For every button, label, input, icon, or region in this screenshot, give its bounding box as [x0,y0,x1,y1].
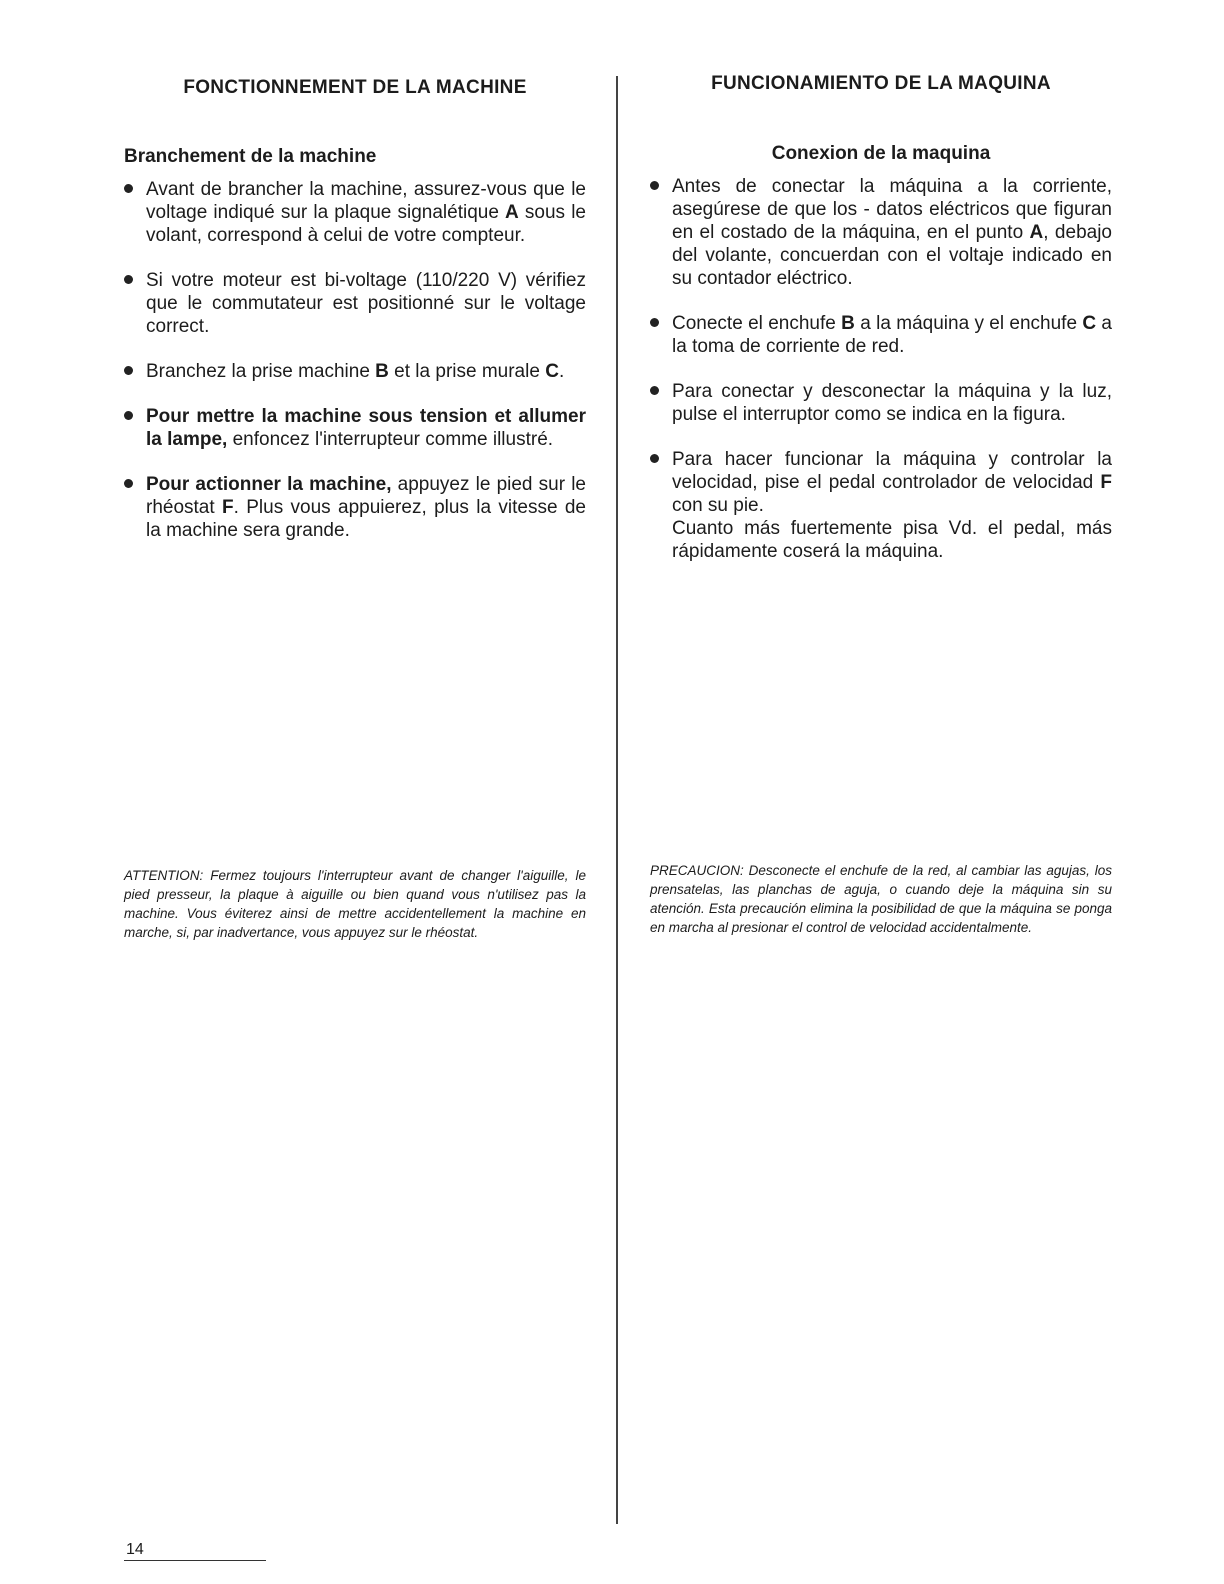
spanish-warning-note: PRECAUCION: Desconecte el enchufe de la red, al cambiar las agujas, los prensatelas, las planchas de aguja, o cuando deje la máquina sin su atención. Esta precaución elimina la posibilidad de que la máquina se ponga en marcha al presionar el control de velocidad accidentalmente. [650,862,1112,935]
bullet-icon [650,454,659,463]
bullet-icon [650,181,659,190]
bullet-icon [650,386,659,395]
bullet-icon [124,366,133,375]
list-item: Para conectar y desconectar la máquina y la luz, pulse el interruptor como se indica en la figura. [650,380,1112,426]
bullet-icon [124,411,133,420]
spanish-instructions [650,175,1112,585]
bullet-icon [124,184,133,193]
column-divider [616,76,618,1524]
spanish-section-title: FUNCIONAMIENTO DE LA MAQUINA [711,73,1051,94]
spanish-subtitle: Conexion de la maquina [771,143,991,164]
list-item: Antes de conectar la máquina a la corriente, asegúrese de que los - datos eléctricos que figuran en el costado de la máquina, en el punto A, debajo del volante, concuerdan con el voltaje indicado en su contador eléctrico. [650,175,1112,290]
bullet-icon [124,479,133,488]
list-item: Pour actionner la machine, appuyez le pied sur le rhéostat F. Plus vous appuierez, plus la vitesse de la machine sera grande. [124,473,586,542]
bullet-icon [124,275,133,284]
footer-rule [124,1560,266,1561]
list-item: Conecte el enchufe B a la máquina y el enchufe C a la toma de corriente de red. [650,312,1112,358]
bullet-icon [650,318,659,327]
page-number: 14 [126,1541,144,1558]
french-subtitle: Branchement de la machine [124,146,377,167]
list-item: Pour mettre la machine sous tension et allumer la lampe, enfoncez l'interrupteur comme illustré. [124,405,586,451]
list-item: Avant de brancher la machine, assurez-vous que le voltage indiqué sur la plaque signalétique A sous le volant, correspond à celui de votre compteur. [124,178,586,247]
french-section-title: FONCTIONNEMENT DE LA MACHINE [183,77,527,98]
french-warning-note: ATTENTION: Fermez toujours l'interrupteur avant de changer l'aiguille, le pied presseur, la plaque à aiguille ou bien quand vous n'utilisez pas la machine. Vous éviterez ainsi de mettre accidentellement la machine en marche, si, par inadvertance, vous appuyez sur le rhéostat. [124,867,586,940]
list-item: Branchez la prise machine B et la prise murale C. [124,360,586,383]
list-item: Si votre moteur est bi-voltage (110/220 V) vérifiez que le commutateur est positionné sur le voltage correct. [124,269,586,338]
list-item: Para hacer funcionar la máquina y controlar la velocidad, pise el pedal controlador de velocidad F con su pie. Cuanto más fuertemente pisa Vd. el pedal, más rápidamente coserá la máquina. [650,448,1112,563]
french-instructions [124,178,586,564]
